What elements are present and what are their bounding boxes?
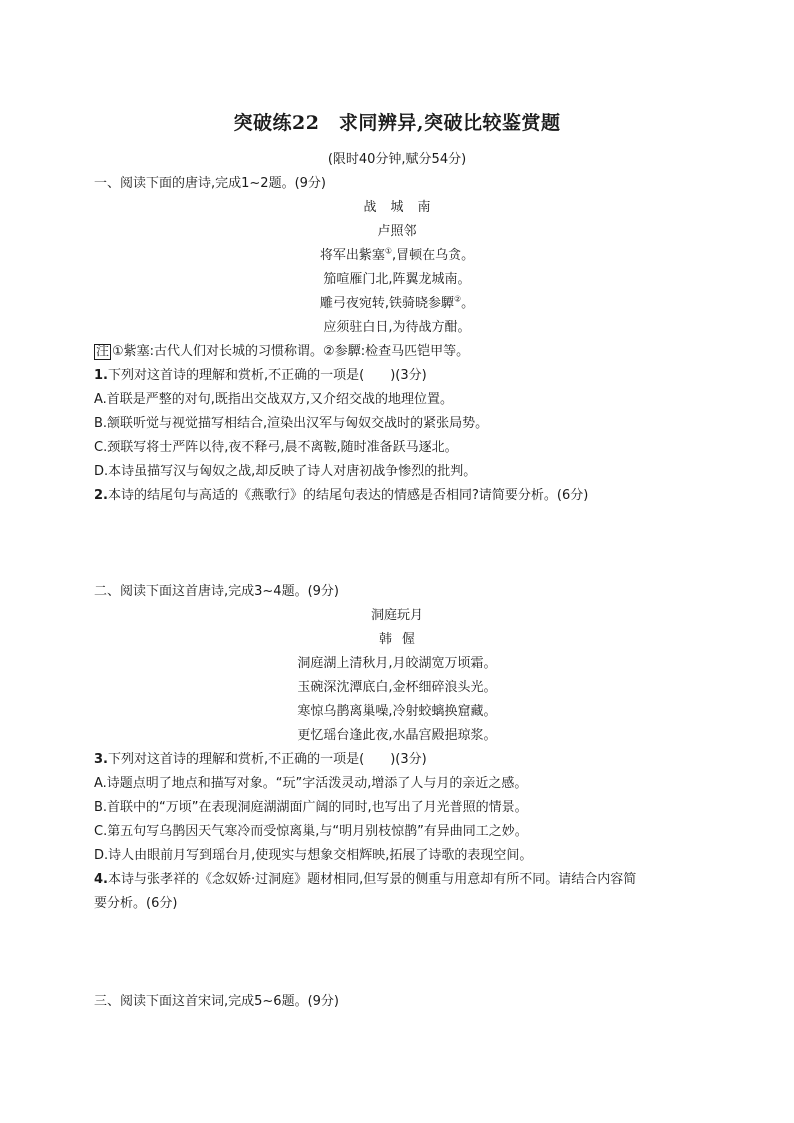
section3-instruction: 三、阅读下面这首宋词,完成5~6题。(9分) xyxy=(94,994,339,1009)
poem1-line-3: 雕弓夜宛转,铁骑晓参驔②。 xyxy=(319,294,475,311)
question-text: 本诗的结尾句与高适的《燕歌行》的结尾句表达的情感是否相同?请简要分析。(6分) xyxy=(107,488,589,503)
question-4-continued: 要分析。(6分) xyxy=(94,896,178,911)
poem2-line-2: 玉碗深沈潭底白,金杯细碎浪头光。 xyxy=(297,680,497,695)
question-number: 4. xyxy=(94,872,108,887)
poem2-author xyxy=(0,628,794,647)
poem2-author-text: 韩偓 xyxy=(378,632,425,647)
question-number: 1. xyxy=(94,368,108,383)
poem2-line-1: 洞庭湖上清秋月,月皎湖宽万顷霜。 xyxy=(297,656,497,671)
q3-option-c: C.第五句写乌鹊因天气寒冷而受惊离巢,与“明月别枝惊鹊”有异曲同工之妙。 xyxy=(94,824,528,839)
poem1-note xyxy=(94,340,469,360)
poem1-title-text: 战城南 xyxy=(363,200,445,215)
question-number: 3. xyxy=(94,752,108,767)
poem1-line-4: 应须驻白日,为待战方酣。 xyxy=(323,320,471,335)
question-4 xyxy=(94,868,636,887)
page-title: 突破练22 求同辨异,突破比较鉴赏题 xyxy=(233,112,561,134)
question-2 xyxy=(94,484,588,503)
q1-option-d: D.本诗虽描写汉与匈奴之战,却反映了诗人对唐初战争惨烈的批判。 xyxy=(94,464,477,479)
q3-option-b: B.首联中的“万顷”在表现洞庭湖湖面广阔的同时,也写出了月光普照的情景。 xyxy=(94,800,528,815)
question-text: 本诗与张孝祥的《念奴娇·过洞庭》题材相同,但写景的侧重与用意却有所不同。请结合内容简 xyxy=(107,872,637,887)
page-subtitle: (限时40分钟,赋分54分) xyxy=(327,152,467,167)
question-text: 下列对这首诗的理解和赏析,不正确的一项是( )(3分) xyxy=(107,368,427,383)
q1-option-a: A.首联是严整的对句,既指出交战双方,又介绍交战的地理位置。 xyxy=(94,392,454,407)
poem2-title: 洞庭玩月 xyxy=(370,608,423,623)
q3-option-d: D.诗人由眼前月写到瑶台月,使现实与想象交相辉映,拓展了诗歌的表现空间。 xyxy=(94,848,533,863)
poem1-line-1: 将军出紫塞①,冒顿在乌贪。 xyxy=(319,246,475,263)
note-text: ①紫塞:古代人们对长城的习惯称谓。②参驔:检查马匹铠甲等。 xyxy=(112,344,470,359)
section2-instruction: 二、阅读下面这首唐诗,完成3~4题。(9分) xyxy=(94,584,339,599)
section1-instruction: 一、阅读下面的唐诗,完成1~2题。(9分) xyxy=(94,176,326,191)
poem1-line-2: 笳喧雁门北,阵翼龙城南。 xyxy=(323,272,471,287)
question-1 xyxy=(94,364,427,383)
q1-option-b: B.颔联听觉与视觉描写相结合,渲染出汉军与匈奴交战时的紧张局势。 xyxy=(94,416,489,431)
poem2-line-4: 更忆瑶台逢此夜,水晶宫殿挹琼浆。 xyxy=(297,728,497,743)
question-number: 2. xyxy=(94,488,108,503)
poem1-author: 卢照邻 xyxy=(377,224,417,239)
q1-option-c: C.颈联写将士严阵以待,夜不释弓,晨不离鞍,随时准备跃马逐北。 xyxy=(94,440,458,455)
poem1-title xyxy=(0,196,794,215)
q3-option-a: A.诗题点明了地点和描写对象。“玩”字活泼灵动,增添了人与月的亲近之感。 xyxy=(94,776,528,791)
poem2-line-3: 寒惊乌鹊离巢噪,冷射蛟螭换窟藏。 xyxy=(297,704,497,719)
question-3 xyxy=(94,748,427,767)
question-text: 下列对这首诗的理解和赏析,不正确的一项是( )(3分) xyxy=(107,752,427,767)
note-label: 注 xyxy=(96,344,110,359)
